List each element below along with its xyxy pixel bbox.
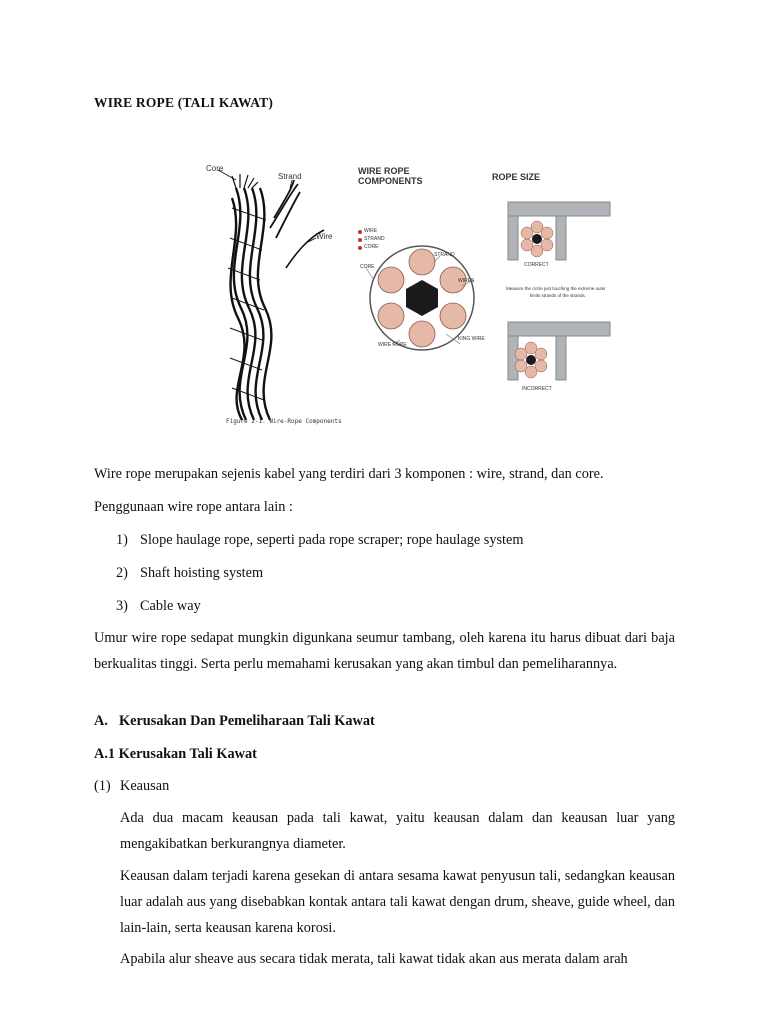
callout-wires: WIRES — [458, 278, 475, 284]
rope-drawing — [196, 158, 336, 430]
caliper-diagrams — [490, 158, 616, 398]
section-a1-title: A.1 Kerusakan Tali Kawat — [94, 746, 257, 762]
callout-king-wire: KING WIRE — [458, 336, 485, 342]
intro-text: Wire rope merupakan sejenis kabel yang terdiri dari 3 komponen : wire, strand, dan core. — [94, 466, 604, 482]
list-num-3: 3) — [116, 598, 128, 614]
components-title-1: WIRE ROPE — [358, 166, 410, 176]
list-num-2: 2) — [116, 565, 128, 581]
lifespan-paragraph: Umur wire rope sedapat mungkin digunkana seumur tambang, oleh karena itu harus dibuat dari baja berkualitas tinggi. Serta perlu memahami kerusakan yang akan timbul dan pemeliharannya. — [94, 630, 675, 672]
caliper-note-2: limits strands of the strands. — [530, 293, 587, 298]
label-strand: Strand — [278, 172, 302, 181]
callout-core: CORE — [360, 264, 375, 270]
list-item-2: Shaft hoisting system — [140, 565, 264, 581]
label-core: Core — [206, 164, 224, 173]
caliper-note-1: Measure the circle just touching the extreme outer — [506, 286, 606, 291]
section-a-title: Kerusakan Dan Pemeliharaan Tali Kawat — [119, 713, 375, 729]
legend-wire: WIRE — [364, 228, 378, 234]
legend-core: CORE — [364, 244, 379, 250]
list-item-3: Cable way — [140, 598, 201, 614]
caliper-incorrect: INCORRECT — [522, 386, 552, 392]
rope-size-title: ROPE SIZE — [492, 172, 541, 182]
paragraph-1: Ada dua macam keausan pada tali kawat, yaitu keausan dalam dan keausan luar yang mengakibatkan berkurangnya diameter. — [120, 810, 675, 852]
callout-strand: STRAND — [434, 252, 455, 258]
list-item-1: Slope haulage rope, seperti pada rope scraper; rope haulage system — [140, 532, 524, 548]
paragraph-2: Keausan dalam terjadi karena gesekan di antara sesama kawat penyusun tali, sedangkan keausan luar adalah aus yang disebabkan kontak antara tali kawat dengan drum, sheave, guide wheel, dan lain-lain, serta keausan karena korosi. — [120, 868, 675, 936]
caliper-correct: CORRECT — [524, 262, 549, 268]
item1-num: (1) — [94, 778, 111, 794]
item1-title: Keausan — [120, 778, 170, 794]
wire-rope-figure — [196, 158, 616, 430]
page-title: WIRE ROPE (TALI KAWAT) — [94, 95, 274, 110]
callout-wire-rope: WIRE ROPE — [378, 342, 407, 348]
figure-caption: Figure 2-1. Wire-Rope Components — [226, 418, 342, 425]
paragraph-3: Apabila alur sheave aus secara tidak merata, tali kawat tidak akan aus merata dalam arah — [120, 951, 628, 967]
label-wire: Wire — [316, 232, 333, 241]
legend-strand: STRAND — [364, 236, 385, 242]
usage-intro: Penggunaan wire rope antara lain : — [94, 499, 293, 515]
list-num-1: 1) — [116, 532, 128, 548]
components-title-2: COMPONENTS — [358, 176, 423, 186]
section-a-num: A. — [94, 713, 108, 729]
